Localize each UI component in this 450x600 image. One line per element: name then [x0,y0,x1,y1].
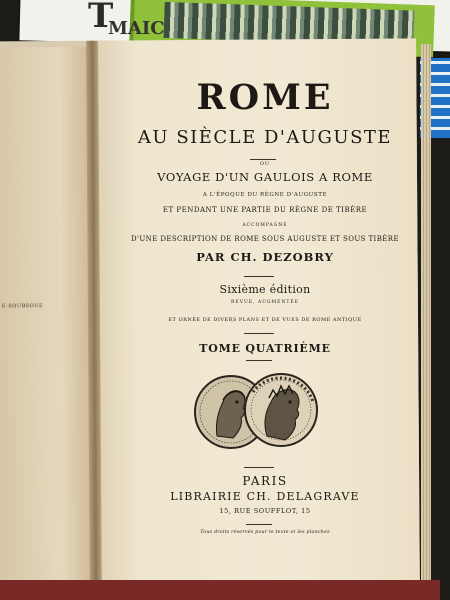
revue-line: REVUE, AUGMENTÉE [231,300,299,305]
divider-rule [250,159,276,160]
voyage-line: VOYAGE D'UN GAULOIS A ROME [157,170,373,184]
tibere-line: ET PENDANT UNE PARTIE DU RÈGNE DE TIBÈRE [162,206,368,214]
left-page-running-text: E-SOUBSOUE [1,303,44,310]
accompagne-line: ACCOMPAGNÉ [242,223,288,228]
book-subtitle: AU SIÈCLE D'AUGUSTE [137,127,393,148]
background-book-letters: MAIC [108,18,165,39]
ou-word: OU [259,161,271,167]
divider-rule [244,276,274,277]
book-cover-edge [0,580,440,600]
imprint-publisher: LIBRAIRIE CH. DELAGRAVE [170,490,360,503]
coin-right [245,374,317,446]
divider-rule [244,333,274,334]
ornee-line: ET ORNÉE DE DIVERS PLANS ET DE VUES DE ROME ANTIQUE [168,317,362,323]
imprint-address: 15, RUE SOUFFLOT, 15 [219,507,311,515]
divider-rule [246,360,272,361]
description-line: D'UNE DESCRIPTION DE ROME SOUS AUGUSTE ET SOUS TIBÈRE [131,235,399,243]
book-title: ROME [196,77,334,118]
epoch-line: A L'ÉPOQUE DU RÈGNE D'AUGUSTE [202,192,328,198]
divider-rule [246,524,272,525]
imprint-city: PARIS [242,474,288,488]
edition-line: Sixième édition [219,283,311,296]
background-book-letter: T [88,0,116,36]
rights-notice: Tous droits réservés pour le texte et les planches [200,530,330,535]
author-line: PAR CH. DEZOBRY [196,250,334,264]
left-page [0,47,94,600]
roman-coins-vignette [193,372,321,454]
volume-line: TOME QUATRIÈME [199,342,331,355]
divider-rule [244,467,274,468]
